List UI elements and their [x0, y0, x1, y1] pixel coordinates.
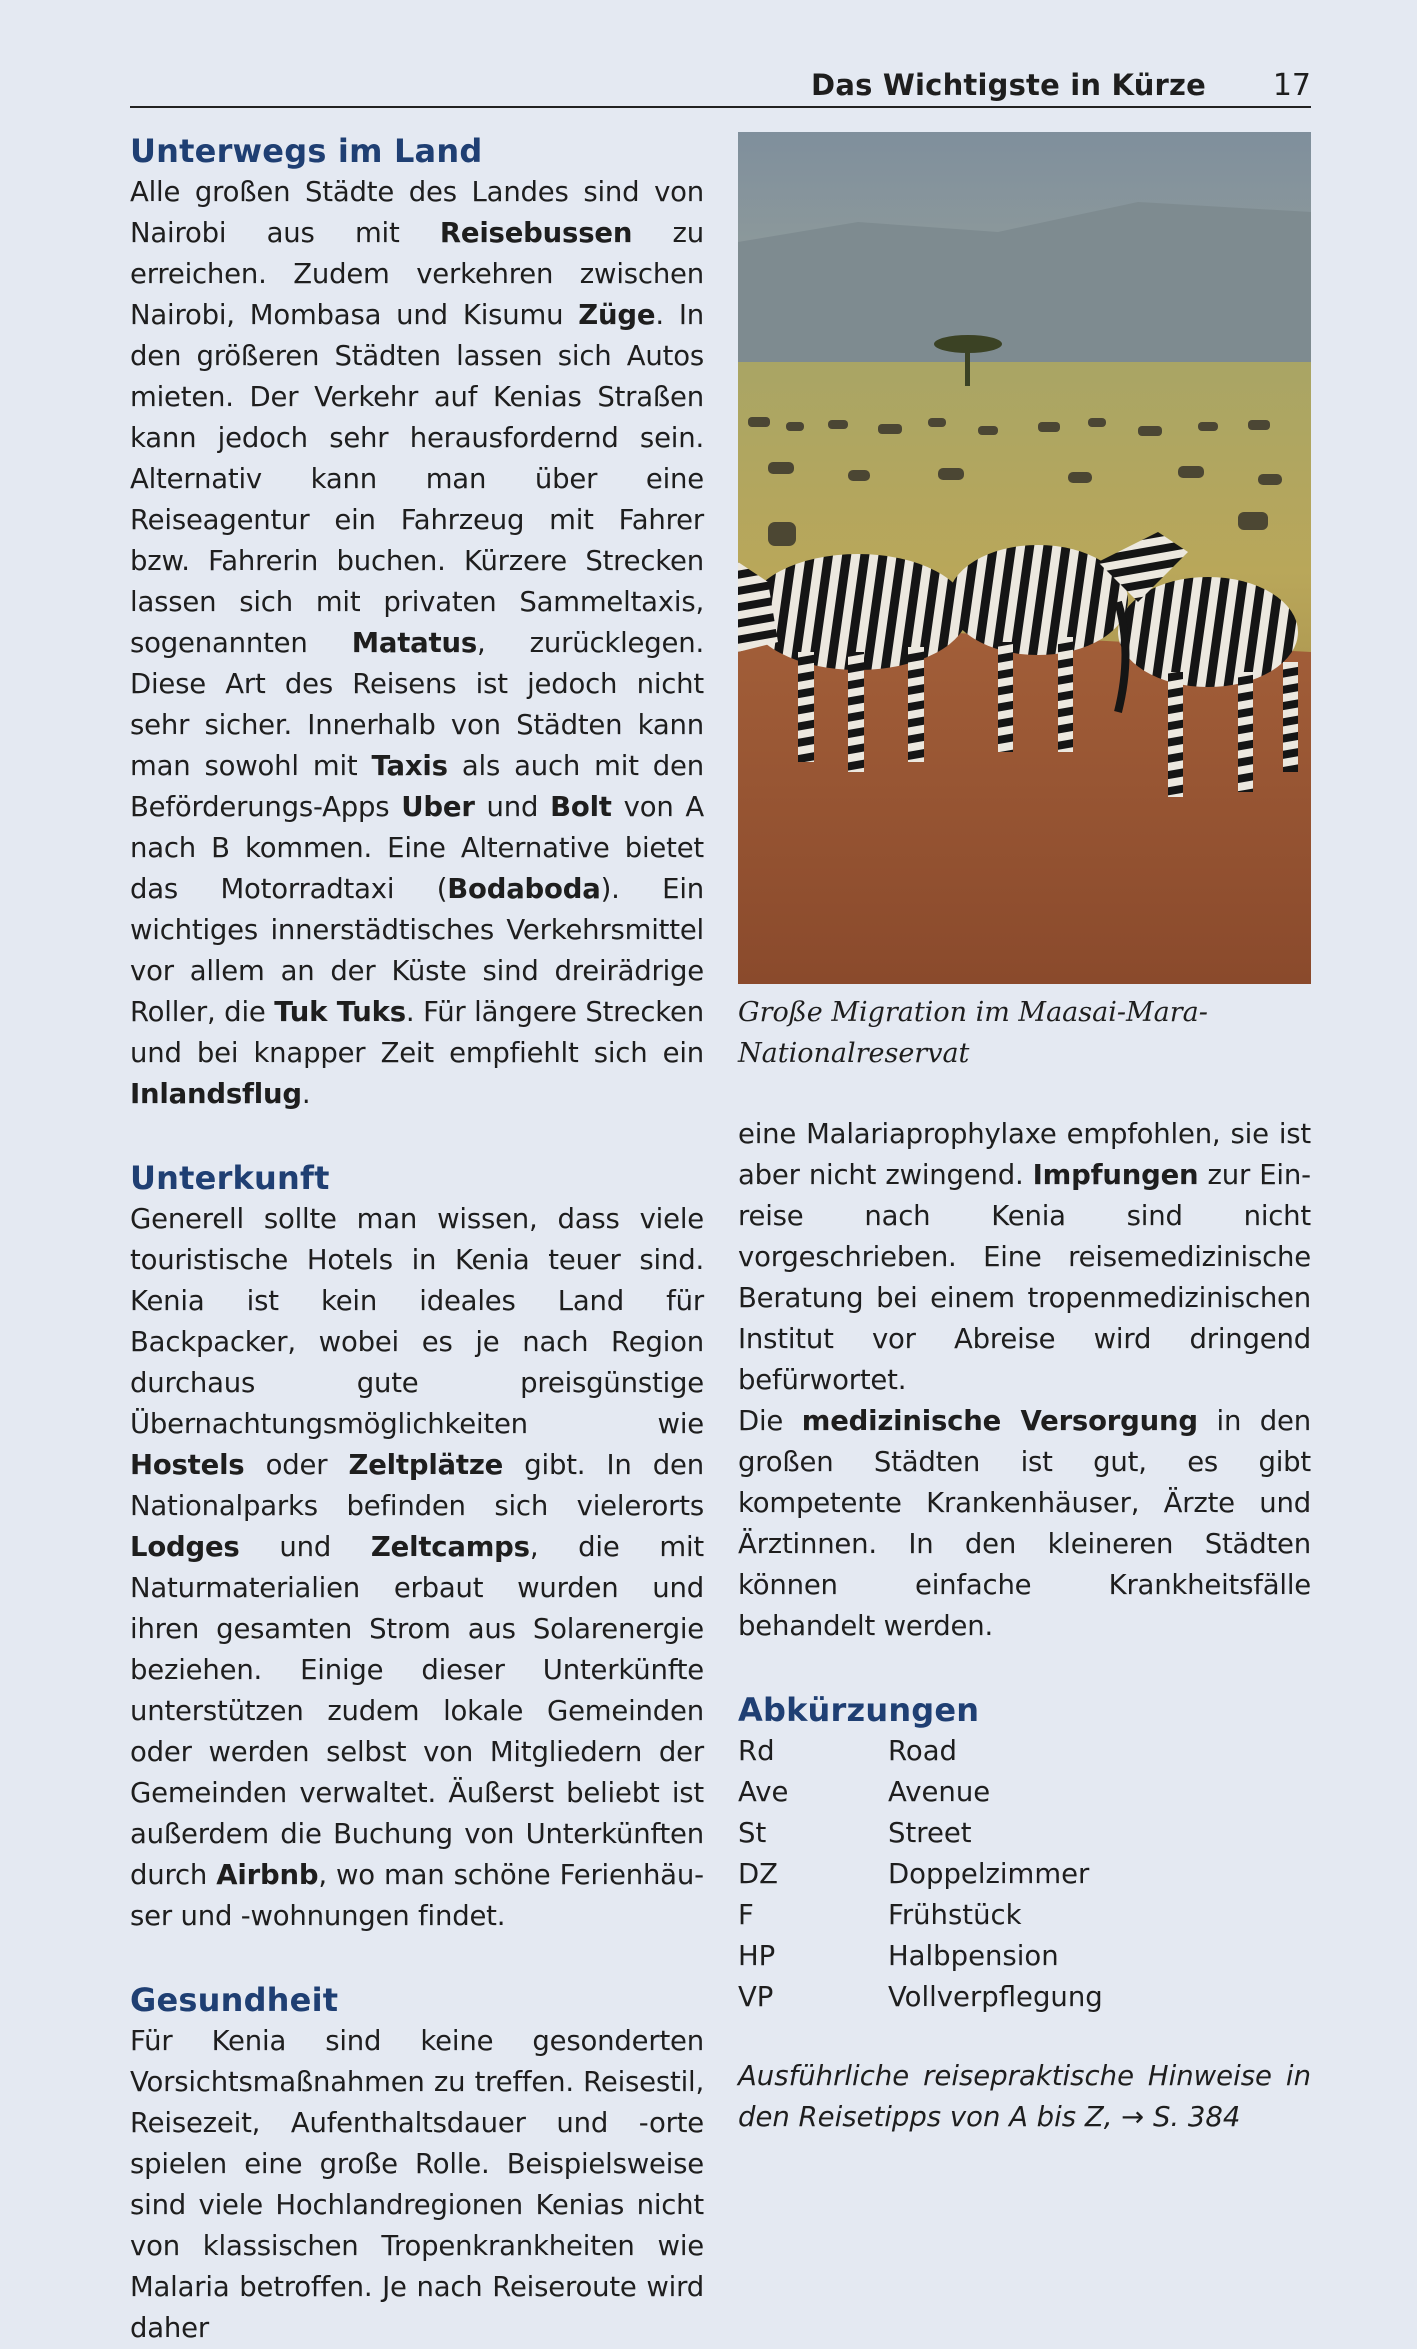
bold-term: Impfungen	[1032, 1159, 1199, 1191]
heading-health: Gesundheit	[130, 1981, 339, 2019]
page-number: 17	[1272, 68, 1311, 103]
bold-term: medizinische Versorgung	[801, 1405, 1198, 1437]
right-column	[738, 1114, 1311, 2018]
meaning-cell: Avenue	[888, 1776, 991, 1808]
abbr-cell: Ave	[738, 1776, 789, 1808]
text: . Für längere Strecken und bei knapper Zeit empfiehlt sich ein	[130, 996, 704, 1069]
bold-term: Airbnb	[216, 1859, 319, 1891]
abbreviation-table	[738, 1731, 1103, 2018]
table-row	[738, 1977, 1103, 2018]
left-column	[130, 130, 704, 2349]
spacer	[738, 1647, 1311, 1689]
abbr-cell: VP	[738, 1981, 774, 2013]
text: zur Einreise nach Kenia sind nicht vorgeschrieben. Eine reisemedizinische Beratung bei einem tropenmedizinischen Institut vor Abreise wird dringend befürwortet.	[738, 1159, 1311, 1396]
bold-term: Zeltcamps	[370, 1531, 530, 1563]
bold-term: Uber	[401, 791, 475, 823]
table-row	[738, 1854, 1103, 1895]
abbr-cell: HP	[738, 1940, 776, 1972]
abbr-cell: St	[738, 1817, 767, 1849]
heading-abbreviations: Abkürzungen	[738, 1691, 980, 1729]
text: oder	[244, 1449, 349, 1481]
bold-term: Tuk Tuks	[274, 996, 406, 1028]
text: eine Malariaprophylaxe empfohlen, sie ist aber nicht zwingend.	[738, 1118, 1311, 1191]
table-row	[738, 1813, 1103, 1854]
meaning-cell: Doppelzimmer	[888, 1858, 1090, 1890]
text: . In den größeren Städten lassen sich Autos mieten. Der Verkehr auf Kenias Straßen kann jedoch sehr herausfordernd sein. Alternativ kann man über eine Reiseagentur ein Fahrzeug mit Fahrer bzw. Fahrerin buchen. Kürzere Strecken lassen sich mit privaten Sammeltaxis, sogenannten	[130, 299, 704, 659]
bold-term: Bolt	[550, 791, 612, 823]
meaning-cell: Road	[888, 1735, 958, 1767]
text: von A nach B kommen. Eine Alternative bietet das Motorradtaxi (	[130, 791, 705, 905]
header-title: Das Wichtigste in Kürze	[811, 68, 1206, 102]
bold-term: Züge	[578, 299, 656, 331]
heading-accommodation: Unterkunft	[130, 1159, 330, 1197]
table-row	[738, 1936, 1103, 1977]
photo-caption: Große Migration im Maasai-Mara-Nationalreservat	[738, 997, 1208, 1069]
bold-term: Lodges	[130, 1531, 240, 1563]
heading-travel: Unterwegs im Land	[130, 132, 483, 170]
text: .	[301, 1078, 311, 1110]
table-row	[738, 1772, 1103, 1813]
running-header	[130, 62, 1311, 108]
meaning-cell: Vollverpflegung	[888, 1981, 1103, 2013]
text: und	[239, 1531, 371, 1563]
paragraph-travel	[130, 172, 704, 1115]
text: und	[474, 791, 551, 823]
bold-term: Bodaboda	[447, 873, 601, 905]
text: als auch mit den Beförderungs-Apps	[130, 750, 705, 823]
text: ). Ein wichtiges innerstädtisches Verkehrsmittel vor allem an der Küste sind dreirädrige Roller, die	[130, 873, 704, 1028]
table-row	[738, 1895, 1103, 1936]
text: gibt. In den Nationalparks befinden sich vielerorts	[130, 1449, 704, 1522]
spacer	[130, 1937, 704, 1979]
cross-reference-note: Ausführliche reisepraktische Hinweise in den Reisetipps von A bis Z, → S. 384	[738, 2060, 1311, 2133]
meaning-cell: Halbpension	[888, 1940, 1059, 1972]
text: zu erreichen. Zudem verkehren zwischen Nairobi, Mombasa und Kisumu	[130, 217, 704, 331]
bold-term: Hostels	[130, 1449, 245, 1481]
abbr-cell: F	[738, 1899, 754, 1931]
table-row	[738, 1731, 1103, 1772]
spacer	[130, 1115, 704, 1157]
text: , die mit Naturmaterialien erbaut wurden und ihren gesamten Strom aus Solarenergie beziehen. Einige dieser Unterkünfte unterstützen zudem lokale Gemeinden oder werden selbst von Mitgliedern der Gemeinden verwaltet. Äußerst beliebt ist außerdem die Buchung von Unterkünften durch	[130, 1531, 704, 1891]
text: , zurücklegen. Diese Art des Reisens ist jedoch nicht sehr sicher. Innerhalb von Städten kann man sowohl mit	[130, 627, 704, 782]
bold-term: Matatus	[351, 627, 478, 659]
text: Generell sollte man wissen, dass viele touristische Hotels in Kenia teuer sind. Kenia ist kein ideales Land für Backpacker, wobei es je nach Region durchaus gute preisgünstige Übernachtungsmöglichkeiten wie	[130, 1203, 704, 1440]
paragraph-accommodation	[130, 1199, 704, 1937]
abbr-cell: DZ	[738, 1858, 779, 1890]
text: Alle großen Städte des Landes sind von Nairobi aus mit	[130, 176, 704, 249]
zebra-migration-photo	[738, 132, 1311, 984]
bold-term: Zeltplätze	[348, 1449, 504, 1481]
paragraph-health-part2	[738, 1114, 1311, 1401]
paragraph-health-part3	[738, 1401, 1311, 1647]
text: Die	[738, 1405, 802, 1437]
bold-term: Taxis	[371, 750, 448, 782]
meaning-cell: Frühstück	[888, 1899, 1022, 1931]
text: , wo man schöne Ferienhäuser und -wohnungen findet.	[130, 1859, 704, 1932]
bold-term: Reisebussen	[439, 217, 633, 249]
paragraph-health-part1: Für Kenia sind keine gesonderten Vorsichtsmaßnahmen zu treffen. Reisestil, Reisezeit, Aufenthaltsdauer und -orte spielen eine große Rolle. Beispielsweise sind viele Hochlandregionen Kenias nicht von klassischen Tropenkrankheiten wie Malaria betroffen. Je nach Reiseroute wird daher	[130, 2025, 704, 2344]
text: in den großen Städten ist gut, es gibt kompetente Krankenhäuser, Ärzte und Ärztinnen. In den kleineren Städten können einfache Krankheitsfälle behandelt werden.	[738, 1405, 1311, 1642]
meaning-cell: Street	[888, 1817, 972, 1849]
abbr-cell: Rd	[738, 1735, 775, 1767]
bold-term: Inlandsflug	[130, 1078, 302, 1110]
